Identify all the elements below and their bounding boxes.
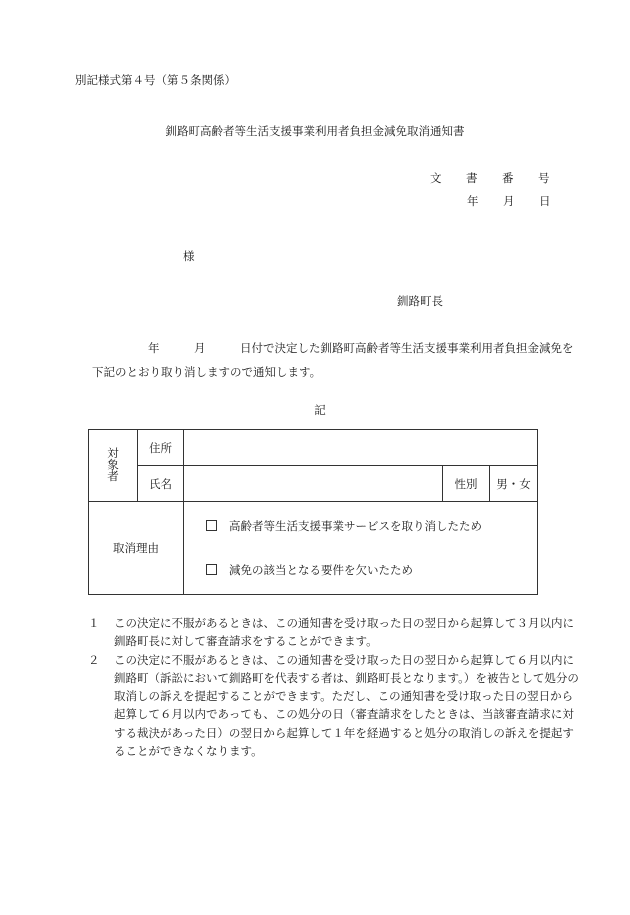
reason-text: 減免の該当となる要件を欠いたため (229, 563, 413, 577)
sex-label: 性別 (443, 466, 490, 502)
target-table (88, 429, 538, 595)
note-text: この決定に不服があるときは、この通知書を受け取った日の翌日から起算して６月以内に釧路町（訴訟において釧路町を代表する者は、釧路町長となります。）を被告として処分の取消しの訴えを提起することができます。ただし、この通知書を受け取った日の翌日から起算して６月以内であっても、この処分の日（審査請求をしたときは、当該審査請求に対する裁決があった日）の翌日から起算して１年を経過すると処分の取消しの訴えを提起することができなくなります。 (114, 652, 579, 759)
note-text: この決定に不服があるときは、この通知書を受け取った日の翌日から起算して３月以内に釧路町長に対して審査請求をすることができます。 (114, 616, 574, 649)
address-value[interactable] (184, 430, 538, 466)
checkbox-icon[interactable] (206, 564, 217, 575)
doc-number-char: 番 (502, 171, 514, 185)
note-number: ２ (88, 652, 100, 667)
note-item (88, 614, 580, 651)
doc-number-char: 文 (430, 171, 442, 185)
address-label: 住所 (138, 430, 184, 466)
notes (88, 614, 580, 760)
form-label: 別記様式第４号（第５条関係） (75, 73, 236, 87)
name-label: 氏名 (138, 466, 184, 502)
reason-option[interactable] (184, 559, 537, 581)
doc-number-char: 書 (466, 171, 478, 185)
target-label: 対象者 (106, 446, 120, 482)
body-line-2: 下記のとおり取り消しますので通知します。 (92, 365, 322, 379)
sex-options[interactable]: 男・女 (490, 466, 538, 502)
name-value[interactable] (184, 466, 443, 502)
document-number (430, 170, 550, 186)
document-title: 釧路町高齢者等生活支援事業利用者負担金減免取消通知書 (165, 124, 465, 138)
sender-name: 釧路町長 (397, 294, 443, 308)
ki-heading: 記 (314, 403, 326, 417)
reason-option[interactable] (184, 515, 537, 537)
date-month: 月 (503, 194, 515, 208)
checkbox-icon[interactable] (206, 520, 217, 531)
note-number: １ (88, 616, 100, 630)
document-date (467, 193, 551, 209)
note-item (88, 651, 580, 761)
body-line-1: 年 月 日付で決定した釧路町高齢者等生活支援事業利用者負担金減免を (148, 341, 574, 355)
reason-label: 取消理由 (89, 502, 184, 595)
doc-number-char: 号 (538, 171, 550, 185)
date-year: 年 (467, 194, 479, 208)
reasons-cell (184, 502, 538, 595)
target-label-cell (89, 430, 138, 502)
reason-text: 高齢者等生活支援事業サービスを取り消したため (229, 519, 482, 533)
date-day: 日 (539, 194, 551, 208)
addressee-suffix: 様 (183, 249, 195, 263)
